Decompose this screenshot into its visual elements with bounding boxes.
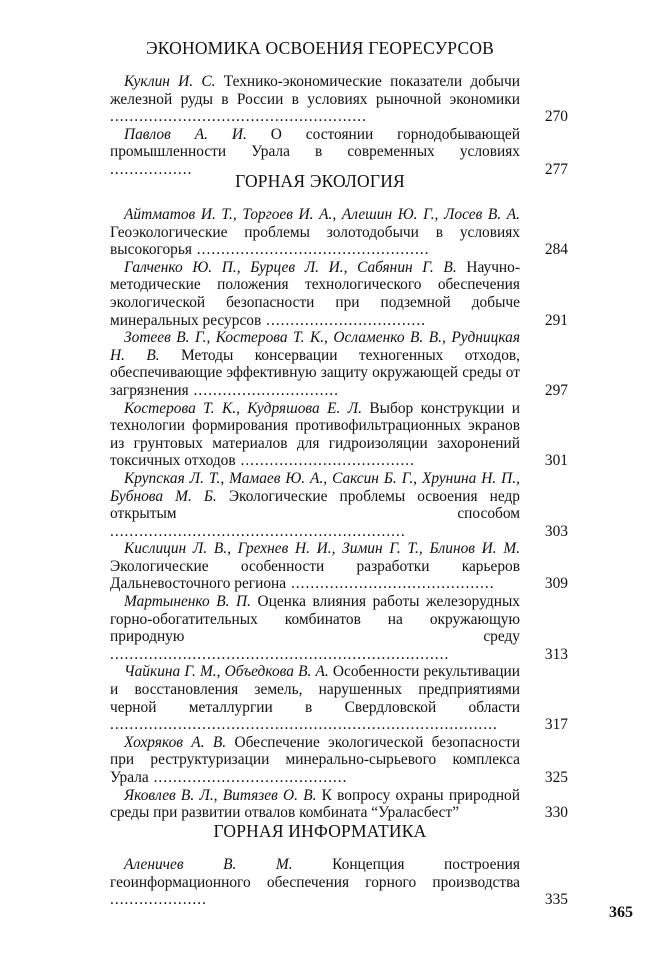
section-title: ГОРНАЯ ИНФОРМАТИКА [213, 821, 427, 841]
entry-page-number: 317 [544, 716, 568, 734]
entry-page-number: 270 [544, 108, 568, 126]
entry-title: К вопросу охраны природной среды при развитии отвалов комбината “Ураласбест” [110, 786, 520, 822]
entry-authors: Костерова Т. К., Кудряшова Е. Л. [124, 399, 362, 417]
entry-title: Экологические особенности разработки карьеров Дальневосточного региона [110, 557, 520, 593]
entry-authors: Аленичев В. М. [124, 856, 293, 873]
entry-title: Методы консервации техногенных отходов, обеспечивающие эффективную защиту окружающей среды от загрязнения [110, 346, 521, 399]
entry-page-number: 297 [544, 381, 568, 399]
entry-authors: Айтматов И. Т., Торгоев И. А., Алешин Ю. Г., Лосев В. А. [124, 206, 520, 223]
entry-title: Оценка влияния работы железорудных горно-обогатительных комбинатов на окружающую природную среду [110, 593, 520, 646]
entry-authors: Зотеев В. Г., Костерова Т. К., Осламенко В. В., Рудницкая Н. В. [110, 329, 520, 364]
entry-title: Экологические проблемы освоения недр открытым способом [110, 487, 521, 523]
toc-entry: Крупская Л. Т., Мамаев Ю. А., Саксин Б. Г., Хрунина Н. П., Бубнова М. Б. Экологические проблемы освоения недр открытым способом ............................................................. 303 [110, 469, 568, 540]
entry-title: Геоэкологические проблемы золотодобычи в условиях высокогорья [110, 223, 520, 259]
entry-page-number: 303 [544, 522, 568, 540]
section-economics [110, 37, 568, 179]
entry-title: Концепция построения геоинформационного обеспечения горного производства [110, 856, 520, 891]
entry-authors: Павлов А. И. [124, 125, 247, 143]
entry-title: Выбор конструкции и технологии формирования противофильтрационных экранов из грунтовых материалов для гидроизоляции захоронений токсичных отходов [110, 399, 520, 470]
toc-entry: Хохряков А. В. Обеспечение экологической безопасности при реструктуризации минерально-сырьевого комплекса Урала ........................................ 325 [110, 733, 568, 786]
entry-page-number: 291 [544, 311, 568, 329]
toc-entry: Аленичев В. М. Концепция построения геоинформационного обеспечения горного производства .................... 335 [110, 856, 568, 909]
entry-page-number: 309 [544, 575, 568, 593]
entry-page-number: 301 [544, 452, 568, 470]
entry-page-number: 335 [544, 891, 568, 909]
toc-entry: Павлов А. И. О состоянии горнодобывающей промышленности Урала в современных условиях ................. 277 [110, 125, 568, 178]
entry-page-number: 277 [544, 160, 568, 178]
toc-entry: Костерова Т. К., Кудряшова Е. Л. Выбор конструкции и технологии формирования противофильтрационных экранов из грунтовых материалов для гидроизоляции захоронений токсичных отходов .................................... 301 [110, 399, 568, 470]
entry-authors: Галченко Ю. П., Бурцев Л. И., Сабянин Г. В. [124, 258, 457, 276]
entry-page-number: 313 [544, 645, 568, 663]
toc-entry: Чайкина Г. М., Объедкова В. А. Особенности рекультивации и восстановления земель, нарушенных предприятиями черной металлургии в Свердловской области ................................................................................ 317 [110, 663, 568, 734]
toc-entry: Мартыненко В. П. Оценка влияния работы железорудных горно-обогатительных комбинатов на окружающую природную среду ...................................................................... 313 [110, 593, 568, 663]
toc-entry: Зотеев В. Г., Костерова Т. К., Осламенко В. В., Рудницкая Н. В. Методы консервации техногенных отходов, обеспечивающие эффективную защиту окружающей среды от загрязнения .............................. 297 [110, 329, 568, 399]
section-title: ГОРНАЯ ЭКОЛОГИЯ [235, 171, 405, 191]
entry-page-number: 330 [544, 804, 568, 822]
toc-entry: Кислицин Л. В., Грехнев Н. И., Зимин Г. Т., Блинов И. М. Экологические особенности разработки карьеров Дальневосточного региона .......................................... 309 [110, 540, 568, 593]
entry-authors: Мартыненко В. П. [124, 593, 251, 611]
entry-title: Научно-методические положения технологического обеспечения экологической безопасности при подземной добыче минеральных ресурсов [110, 258, 520, 329]
page-folio-number: 365 [609, 904, 633, 921]
entry-page-number: 325 [544, 769, 568, 786]
toc-entry: Куклин И. С. Технико-экономические показатели добычи железной руды в России в условиях рыночной экономики ..................................................... 270 [110, 73, 568, 126]
entry-title: Обеспечение экологической безопасности при реструктуризации минерально-сырьевого комплекса Урала [110, 733, 520, 786]
entry-authors: Хохряков А. В. [124, 733, 227, 751]
toc-entry: Айтматов И. Т., Торгоев И. А., Алешин Ю. Г., Лосев В. А. Геоэкологические проблемы золотодобычи в условиях высокогорья ................................................ 284 [110, 206, 568, 259]
section-title: ЭКОНОМИКА ОСВОЕНИЯ ГЕОРЕСУРСОВ [145, 38, 495, 58]
toc-entry [110, 786, 568, 822]
entry-authors: Крупская Л. Т., Мамаев Ю. А., Саксин Б. Г., Хрунина Н. П., Бубнова М. Б. [110, 469, 520, 505]
entry-authors: Чайкина Г. М., Объедкова В. А. [124, 663, 329, 681]
section-ecology [110, 170, 568, 822]
entry-title: О состоянии горнодобывающей промышленности Урала в современных условиях [110, 125, 520, 161]
section-informatics [110, 820, 568, 909]
toc-entry: Галченко Ю. П., Бурцев Л. И., Сабянин Г. В. Научно-методические положения технологического обеспечения экологической безопасности при подземной добыче минеральных ресурсов ................................. 291 [110, 258, 568, 329]
entry-authors: Куклин И. С. [124, 73, 216, 90]
entry-authors: Яковлев В. Л., Витязев О. В. [124, 786, 317, 804]
entry-title: Технико-экономические показатели добычи железной руды в России в условиях рыночной экономики [110, 73, 520, 108]
entry-authors: Кислицин Л. В., Грехнев Н. И., Зимин Г. Т., Блинов И. М. [124, 540, 520, 558]
entry-title: Особенности рекультивации и восстановления земель, нарушенных предприятиями черной металлургии в Свердловской области [110, 663, 520, 716]
entry-page-number: 284 [544, 241, 568, 259]
